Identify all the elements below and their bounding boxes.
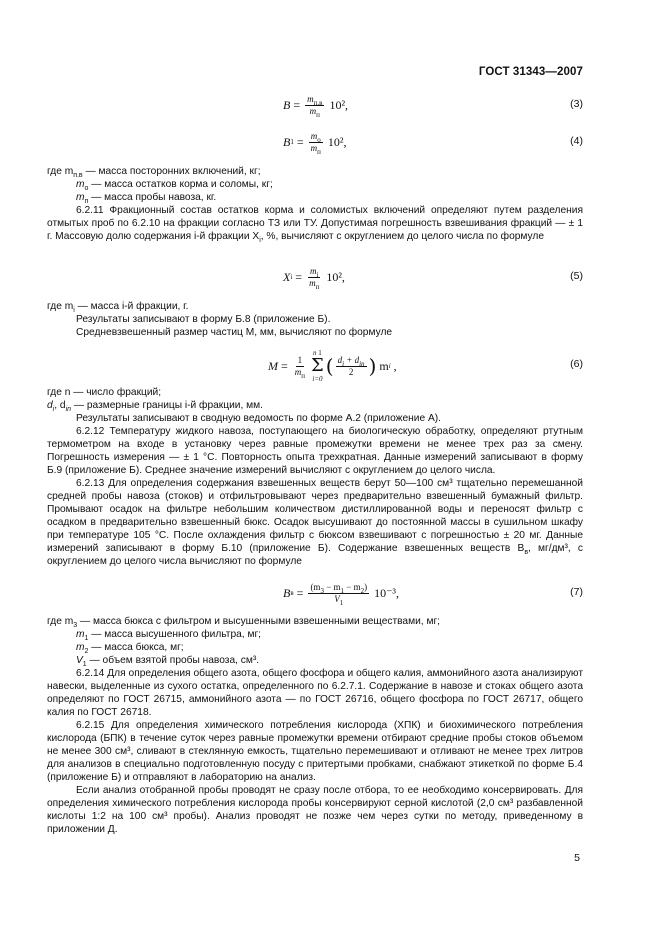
formula-number: (6) [570,358,583,370]
section-defs-3 [47,386,583,568]
paragraph-6-2-14: 6.2.14 Для определения общего азота, общего фосфора и общего калия, аммонийного азота анализируют навески, выделенные из сухого остатка, определенного по 6.2.7.1. Содержание в навозе и стоках общего азота определяют по ГОСТ 26715, аммонийного азота — по ГОСТ 26716, общего фосфора по ГОСТ 26717, общего калия по ГОСТ 26718. [47,668,583,718]
fraction: $\frac{m_о}{m_п}$ [310,130,321,156]
definition: $m_о$ — масса остатков корма и соломы, кг; [76,179,273,193]
definition: $d_i$, $d_{in}$ — размерные границы i-й фракции, мм. [47,400,263,414]
fraction: $\frac{d_i + d_{in}}{2}$ [337,354,365,377]
formula-number: (7) [570,586,583,598]
formula-7: B в = $\frac{(m_3 - m_1 - m_2)}{V_1}$ 10⁻³, (7) [283,581,583,607]
definition: $m_п$ — масса пробы навоза, кг. [76,192,217,206]
sum-operator: n 1 Σ i=0 [311,349,324,383]
paragraph-6-2-12: 6.2.12 Температуру жидкого навоза, поступающего на биологическую обработку, определяют ртутным термометром на входе в установку через равные промежутки времени не менее трех раз за смену. Погрешность измерения — ± 1 °С. Повторность опыта трехкратная. Данные измерений записывают в форму Б.9 (приложение Б). Среднее значение измерений вычисляют с округлением до целого числа. [47,426,583,476]
paragraph: Результаты записывают в форму Б.8 (приложение Б). [76,314,331,325]
definition: где $m_3$ — масса бюкса с фильтром и высушенными взвешенными веществами, мг; [47,616,440,630]
definition: $m_1$ — масса высушенного фильтра, мг; [76,629,262,643]
definition: где $m_i$ — масса i-й фракции, г. [47,301,189,315]
section-defs-1 [47,165,583,243]
paragraph-preservation: Если анализ отобранной пробы проводят не сразу после отбора, то ее необходимо консервировать. Для определения химического потребления кислорода пробы консервируют серной кислотой (2,0 см³ разбавленной кислоты 1:2 на 100 см³ пробы). Анализ проводят не позже чем через сутки по методу, приведенному в приложении Д. [47,785,583,835]
section-defs-4 [47,615,583,836]
paragraph-6-2-15: 6.2.15 Для определения химического потребления кислорода (ХПК) и биохимического потребления кислорода (БПК) в течение суток через равные промежутки времени отбирают средние пробы стоков объемом не менее 300 см³, сливают в стеклянную емкость, тщательно перемешивают и отливают не менее трех литров для анализов в специально подготовленную посуду с притертыми пробками, снабжают этикеткой по форме Б.4 (приложение Б) и отправляют в лабораторию на анализ. [47,720,583,783]
paragraph: Средневзвешенный размер частиц M, мм, вычисляют по формуле [76,327,393,338]
formula-number: (3) [570,98,583,110]
formula-3: B = $\frac{m_{п.в}}{m_п}$ 10², (3) [283,93,583,119]
section-defs-2 [47,300,583,339]
paragraph-6-2-13: 6.2.13 Для определения содержания взвешенных веществ берут 50—100 см³ тщательно перемешанной средней пробы навоза (стоков) и отфильтровывают через предварительно взвешенный бумажный фильтр. Промывают осадок на фильтре небольшим количеством дистиллированной воды и переносят фильтр с осадком в предварительно взвешенный бюкс. Осадок высушивают до постоянной массы в сушильном шкафу при температуре 105 °С. После охлаждения фильтр с бюксом взвешивают с погрешностью ± 20 мг. Данные измерений записывают в форму Б.10 (приложение Б). Содержание взвешенных веществ $B_в$, мг/дм³, с округлением до целого числа вычисляют по формуле [47,478,584,567]
formula-6: M = $\frac{1}{m_п}$ n 1 Σ i=0 ( $\frac{d_i + d_{in}}{2}$ ) m i , (6) [268,349,583,383]
definition: где $m_{п.в}$ — масса посторонних включений, кг; [47,166,261,180]
fraction: $\frac{1}{m_п}$ [294,354,306,380]
formula-4: B 1 = $\frac{m_о}{m_п}$ 10², (4) [283,130,583,156]
fraction: $\frac{(m_3 - m_1 - m_2)}{V_1}$ [310,581,368,607]
standard-header: ГОСТ 31343—2007 [478,66,583,78]
definition: $m_2$ — масса бюкса, мг; [76,642,184,656]
formula-5: X i = $\frac{m_i}{m_п}$ 10², (5) [283,265,583,291]
definition: $V_1$ — объем взятой пробы навоза, см³. [76,655,260,669]
fraction: $\frac{m_{п.в}}{m_п}$ [307,93,323,119]
paragraph: Результаты записывают в сводную ведомость по форме А.2 (приложение А). [76,413,441,424]
formula-number: (4) [570,135,583,147]
formula-number: (5) [570,270,583,282]
definition: где n — число фракций; [47,387,162,398]
paragraph-6-2-11: 6.2.11 Фракционный состав остатков корма и соломистых включений определяют путем разделения отмытых проб по 6.2.10 на фракции согласно ТЗ или ТУ. Допустимая погрешность взвешивания фракций — ± 1 г. Массовую долю содержания i-й фракции $X_i$, %, вычисляют с округлением до целого числа по формуле [47,205,583,245]
page-number: 5 [574,852,580,864]
fraction: $\frac{m_i}{m_п}$ [309,265,320,291]
